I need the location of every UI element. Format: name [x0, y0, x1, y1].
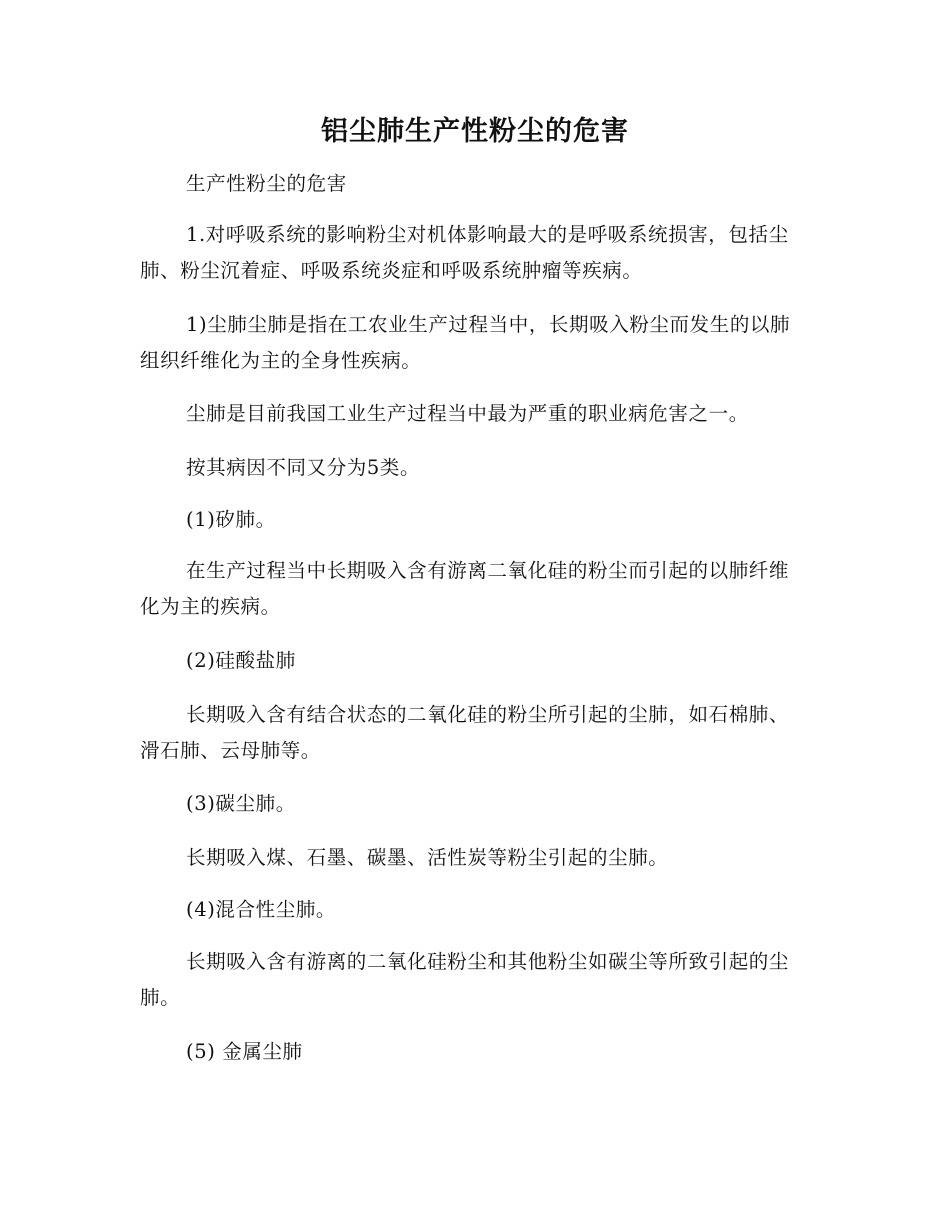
list-item-heading-carbon: (3)碳尘肺。 — [186, 792, 296, 815]
paragraph-respiratory-effects: 1.对呼吸系统的影响粉尘对机体影响最大的是呼吸系统损害，包括尘肺、粉尘沉着症、呼吸系统炎症和呼吸系统肿瘤等疾病。 — [140, 223, 789, 282]
section-heading: 生产性粉尘的危害 — [186, 172, 347, 195]
paragraph-silicate: 长期吸入含有结合状态的二氧化硅的粉尘所引起的尘肺，如石棉肺、滑石肺、云母肺等。 — [140, 703, 790, 762]
paragraph-silicosis: 在生产过程当中长期吸入含有游离二氧化硅的粉尘而引起的以肺纤维化为主的疾病。 — [140, 559, 790, 618]
list-item-heading-silicosis: (1)矽肺。 — [186, 508, 276, 531]
document-title: 铝尘肺生产性粉尘的危害 — [321, 116, 629, 147]
list-item-heading-mixed: (4)混合性尘肺。 — [186, 898, 337, 921]
paragraph-pneumoconiosis-definition: 1)尘肺尘肺是指在工农业生产过程当中，长期吸入粉尘而发生的以肺组织纤维化为主的全身性疾病。 — [140, 313, 791, 372]
list-item-heading-silicate: (2)硅酸盐肺 — [186, 649, 296, 672]
paragraph-carbon: 长期吸入煤、石墨、碳墨、活性炭等粉尘引起的尘肺。 — [186, 846, 669, 869]
paragraph-pneumoconiosis-severity: 尘肺是目前我国工业生产过程当中最为严重的职业病危害之一。 — [186, 402, 749, 425]
paragraph-classification: 按其病因不同又分为5类。 — [186, 456, 421, 479]
list-item-heading-metal: (5) 金属尘肺 — [186, 1040, 303, 1063]
paragraph-mixed: 长期吸入含有游离的二氧化硅粉尘和其他粉尘如碳尘等所致引起的尘肺。 — [140, 950, 790, 1009]
